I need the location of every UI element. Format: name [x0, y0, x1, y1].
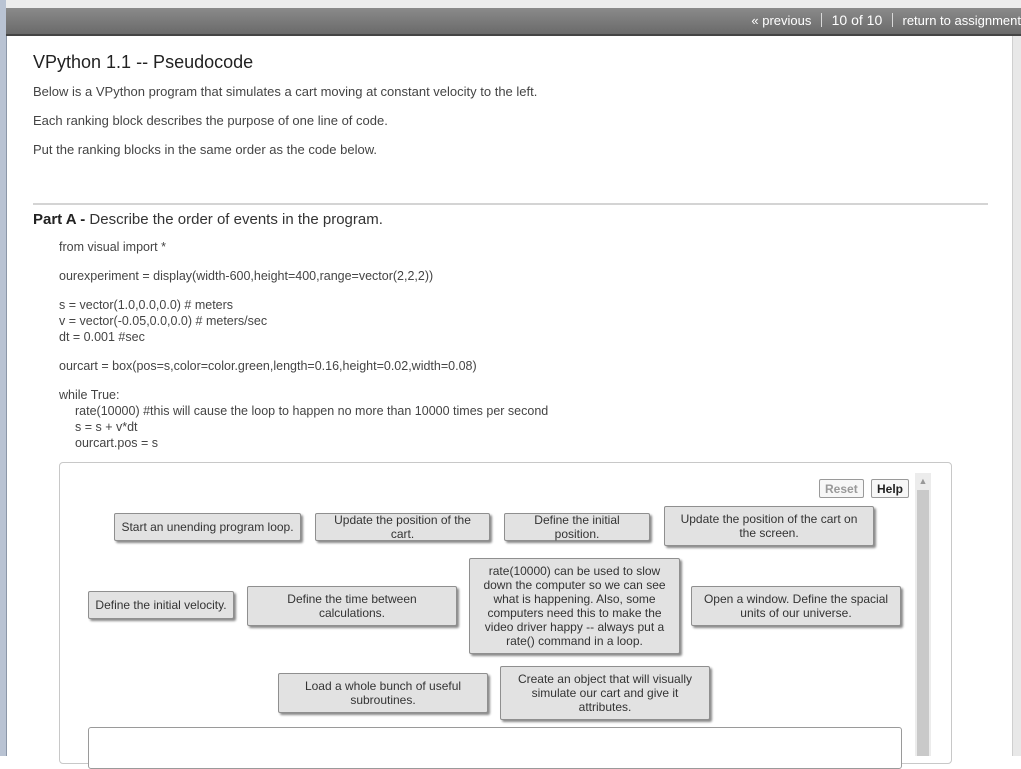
window-left-edge	[0, 0, 7, 756]
section-divider	[33, 203, 988, 205]
ranking-block[interactable]: Load a whole bunch of useful subroutines.	[278, 673, 488, 713]
ranking-drop-zone[interactable]	[88, 727, 902, 769]
part-a-heading	[33, 211, 383, 228]
ranking-block[interactable]: rate(10000) can be used to slow down the computer so we can see what is happening. Also, some computers need this to make the video driver happy -- always put a rate() command in a loop.	[469, 558, 680, 654]
code-line: while True:	[59, 388, 120, 402]
top-strip	[6, 0, 1021, 8]
ranking-block[interactable]: Define the time between calculations.	[247, 586, 457, 626]
return-to-assignment-link[interactable]: return to assignment	[902, 13, 1021, 28]
part-a-prompt: Describe the order of events in the program.	[89, 211, 383, 228]
ranking-block[interactable]: Create an object that will visually simulate our cart and give it attributes.	[500, 666, 710, 720]
ranking-scroll-thumb[interactable]	[917, 490, 929, 756]
code-line: s = s + v*dt	[75, 420, 138, 434]
code-line: s = vector(1.0,0.0,0.0) # meters	[59, 298, 234, 312]
nav-divider	[821, 13, 822, 27]
code-line: ourcart = box(pos=s,color=color.green,length=0.16,height=0.02,width=0.08)	[59, 359, 477, 373]
page-title: VPython 1.1 -- Pseudocode	[33, 52, 254, 72]
ranking-block[interactable]: Define the initial position.	[504, 513, 650, 541]
ranking-block[interactable]: Update the position of the cart.	[315, 513, 490, 541]
ranking-block[interactable]: Open a window. Define the spacial units of our universe.	[691, 586, 901, 626]
code-line: v = vector(-0.05,0.0,0.0) # meters/sec	[59, 314, 268, 328]
reset-button[interactable]: Reset	[819, 479, 864, 498]
code-line: ourcart.pos = s	[75, 436, 159, 450]
code-line: from visual import *	[59, 240, 166, 254]
nav-divider	[892, 13, 893, 27]
page-scrollbar[interactable]	[1012, 36, 1021, 756]
intro-text: Each ranking block describes the purpose of one line of code.	[33, 113, 388, 128]
intro-text: Below is a VPython program that simulates a cart moving at constant velocity to the left.	[33, 84, 538, 99]
help-button[interactable]: Help	[871, 479, 909, 498]
previous-link[interactable]: « previous	[751, 13, 812, 28]
ranking-block[interactable]: Update the position of the cart on the screen.	[664, 506, 874, 546]
scroll-up-arrow-icon[interactable]: ▲	[918, 476, 928, 486]
code-line: rate(10000) #this will cause the loop to happen no more than 10000 times per second	[75, 404, 549, 418]
code-line: dt = 0.001 #sec	[59, 330, 145, 344]
intro-text: Put the ranking blocks in the same order as the code below.	[33, 142, 377, 157]
code-line: ourexperiment = display(width-600,height=400,range=vector(2,2,2))	[59, 269, 434, 283]
ranking-block[interactable]: Define the initial velocity.	[88, 591, 234, 619]
part-a-label: Part A -	[33, 211, 86, 228]
nav-links	[751, 12, 1021, 28]
item-counter: 10 of 10	[831, 12, 883, 28]
navigation-bar	[6, 8, 1021, 36]
ranking-block[interactable]: Start an unending program loop.	[114, 513, 301, 541]
